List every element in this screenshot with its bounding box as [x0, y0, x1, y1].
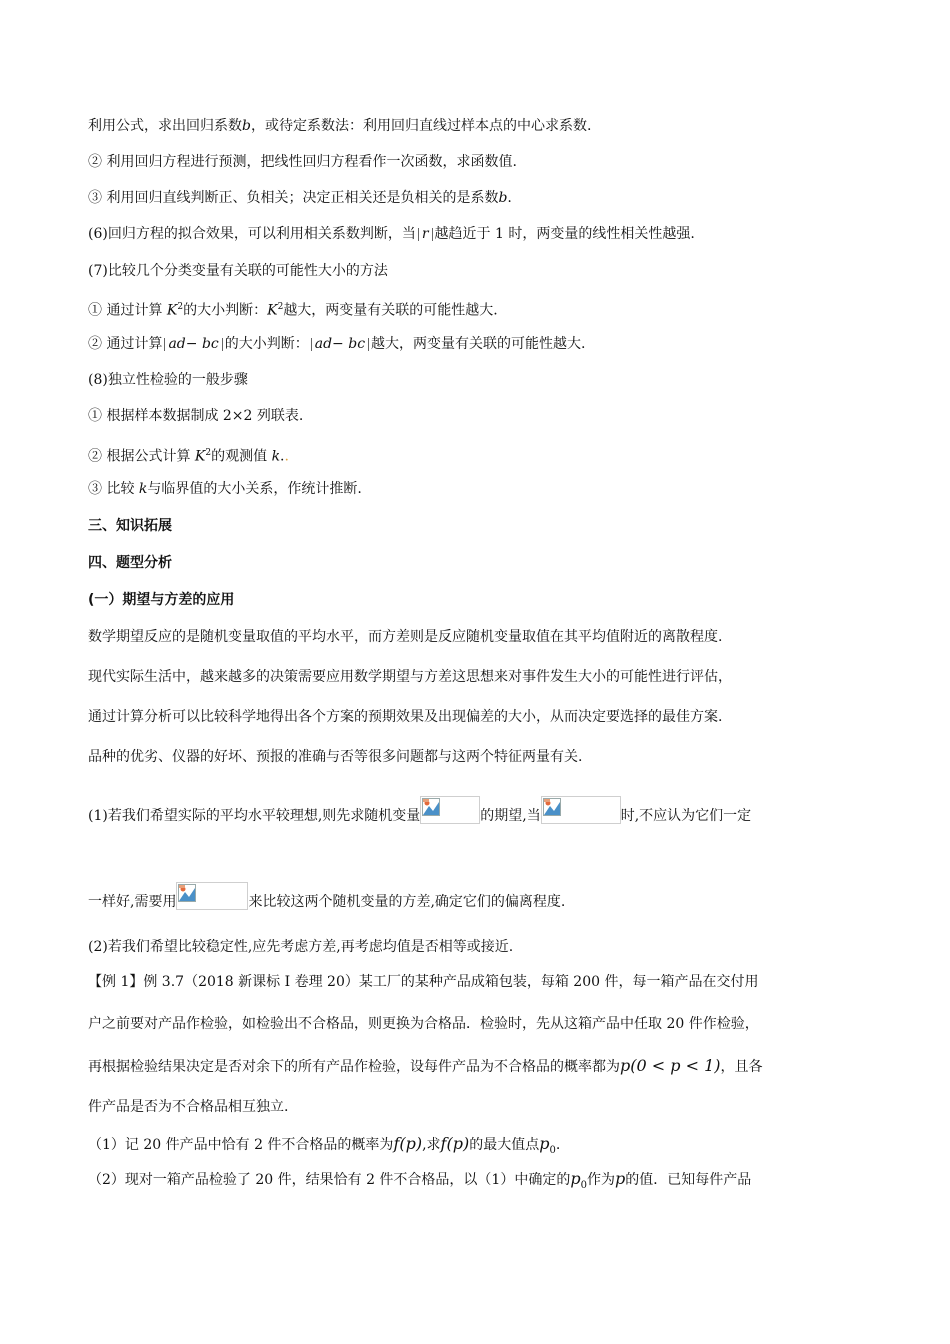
heading-knowledge-extension: 三、知识拓展: [88, 518, 172, 534]
line-step-3: ③ 比较 k与临界值的大小关系，作统计推断.: [88, 481, 362, 497]
heading-problem-analysis: 四、题型分析: [88, 555, 172, 571]
line-independence-steps: (8)独立性检验的一般步骤: [88, 372, 248, 388]
example-line-1: 【例 1】例 3.7（2018 新课标 I 卷理 20）某工厂的某种产品成箱包装，每箱 200 件，每一箱产品在交付用: [88, 974, 759, 990]
example-line-3: 再根据检验结果决定是否对余下的所有产品作检验，设每件产品为不合格品的概率都为p(0 < p < 1)，且各: [88, 1056, 763, 1075]
line-compare-methods: (7)比较几个分类变量有关联的可能性大小的方法: [88, 263, 388, 279]
line-adbc-judge: ② 通过计算 ad− bc 的大小判断： ad− bc 越大，两变量有关联的可能性越大.: [88, 336, 586, 352]
line-step-1: ① 根据样本数据制成 2×2 列联表.: [88, 408, 304, 424]
para-q2: (2)若我们希望比较稳定性,应先考虑方差,再考虑均值是否相等或接近.: [88, 939, 514, 955]
orange-mark: .: [284, 448, 289, 465]
para-2: 现代实际生活中，越来越多的决策需要应用数学期望与方差这思想来对事件发生大小的可能性进行评估，: [88, 669, 732, 685]
math-p-range: p(0 < p < 1): [620, 1056, 721, 1075]
abs-r: r: [418, 228, 433, 241]
example-subq-1: （1）记 20 件产品中恰有 2 件不合格品的概率为f(p),求f(p)的最大值点$p_0$.: [88, 1134, 561, 1156]
line-regression-coef: 利用公式，求出回归系数b，或待定系数法：利用回归直线过样本点的中心求系数.: [88, 118, 592, 134]
line-k2-judge: ① 通过计算 $K^2$的大小判断：$K^2$越大，两变量有关联的可能性越大.: [88, 302, 498, 319]
line-correlation-sign: ③ 利用回归直线判断正、负相关；决定正相关还是负相关的是系数b.: [88, 190, 512, 206]
broken-image-icon: [541, 796, 621, 824]
para-1: 数学期望反应的是随机变量取值的平均水平，而方差则是反应随机变量取值在其平均值附近的离散程度.: [88, 629, 723, 645]
broken-image-icon: [420, 796, 480, 824]
line-predict: ② 利用回归方程进行预测，把线性回归方程看作一次函数，求函数值.: [88, 154, 517, 170]
example-line-2: 户之前要对产品作检验，如检验出不合格品，则更换为合格品．检验时，先从这箱产品中任取 20 件作检验，: [88, 1016, 759, 1032]
para-q1-line2: 一样好,需要用 来比较这两个随机变量的方差,确定它们的偏离程度.: [88, 882, 565, 912]
para-q1-line1: (1)若我们希望实际的平均水平较理想,则先求随机变量 的期望,当 时,不应认为它们一定: [88, 796, 751, 826]
example-line-4: 件产品是否为不合格品相互独立.: [88, 1099, 289, 1115]
broken-image-icon: [176, 882, 248, 910]
heading-expectation-variance: (一）期望与方差的应用: [88, 592, 235, 608]
line-fit-effect: (6)回归方程的拟合效果，可以利用相关系数判断，当 r 越趋近于 1 时，两变量的线性相关性越强.: [88, 226, 695, 242]
line-step-2: ② 根据公式计算 $K^2$的观测值 k..: [88, 448, 289, 465]
para-3: 通过计算分析可以比较科学地得出各个方案的预期效果及出现偏差的大小，从而决定要选择的最佳方案.: [88, 709, 723, 725]
para-4: 品种的优劣、仪器的好坏、预报的准确与否等很多问题都与这两个特征两量有关.: [88, 749, 583, 765]
example-subq-2: （2）现对一箱产品检验了 20 件，结果恰有 2 件不合格品，以（1）中确定的$p_0$作为p的值．已知每件产品: [88, 1169, 752, 1191]
